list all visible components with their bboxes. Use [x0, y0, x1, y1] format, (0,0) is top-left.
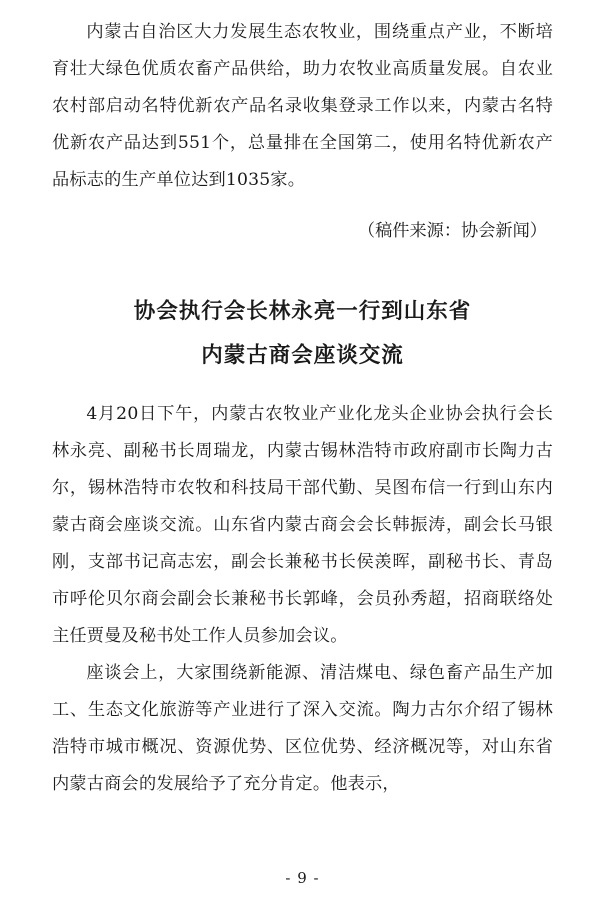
- headline-line-1: 协会执行会长林永亮一行到山东省: [133, 299, 472, 324]
- article-body: [52, 396, 553, 803]
- intro-paragraph: 内蒙古自治区大力发展生态农牧业，围绕重点产业，不断培育壮大绿色优质农畜产品供给，助力农牧业高质量发展。自农业农村部启动名特优新农产品名录收集登录工作以来，内蒙古名特优新农产品达到551个，总量排在全国第二，使用名特优新农产品标志的生产单位达到1035家。: [52, 22, 553, 190]
- article-headline: [52, 290, 553, 378]
- body-paragraph-2: 座谈会上，大家围绕新能源、清洁煤电、绿色畜产品生产加工、生态文化旅游等产业进行了深入交流。陶力古尔介绍了锡林浩特市城市概况、资源优势、区位优势、经济概况等，对山东省内蒙古商会的发展给予了充分肯定。他表示，: [52, 663, 553, 794]
- headline-line-2: 内蒙古商会座谈交流: [201, 343, 404, 368]
- source-note: （稿件来源：协会新闻）: [357, 221, 547, 241]
- body-paragraph-1: 4月20日下午，内蒙古农牧业产业化龙头企业协会执行会长林永亮、副秘书长周瑞龙，内蒙古锡林浩特市政府副市长陶力古尔，锡林浩特市农牧和科技局干部代勤、吴图布信一行到山东内蒙古商会座谈交流。山东省内蒙古商会会长韩振涛，副会长马银刚，支部书记高志宏，副会长兼秘书长侯羡晖，副秘书长、青岛市呼伦贝尔商会副会长兼秘书长郭峰，会员孙秀超，招商联络处主任贾曼及秘书处工作人员参加会议。: [52, 404, 553, 646]
- page-number: - 9 -: [285, 869, 320, 887]
